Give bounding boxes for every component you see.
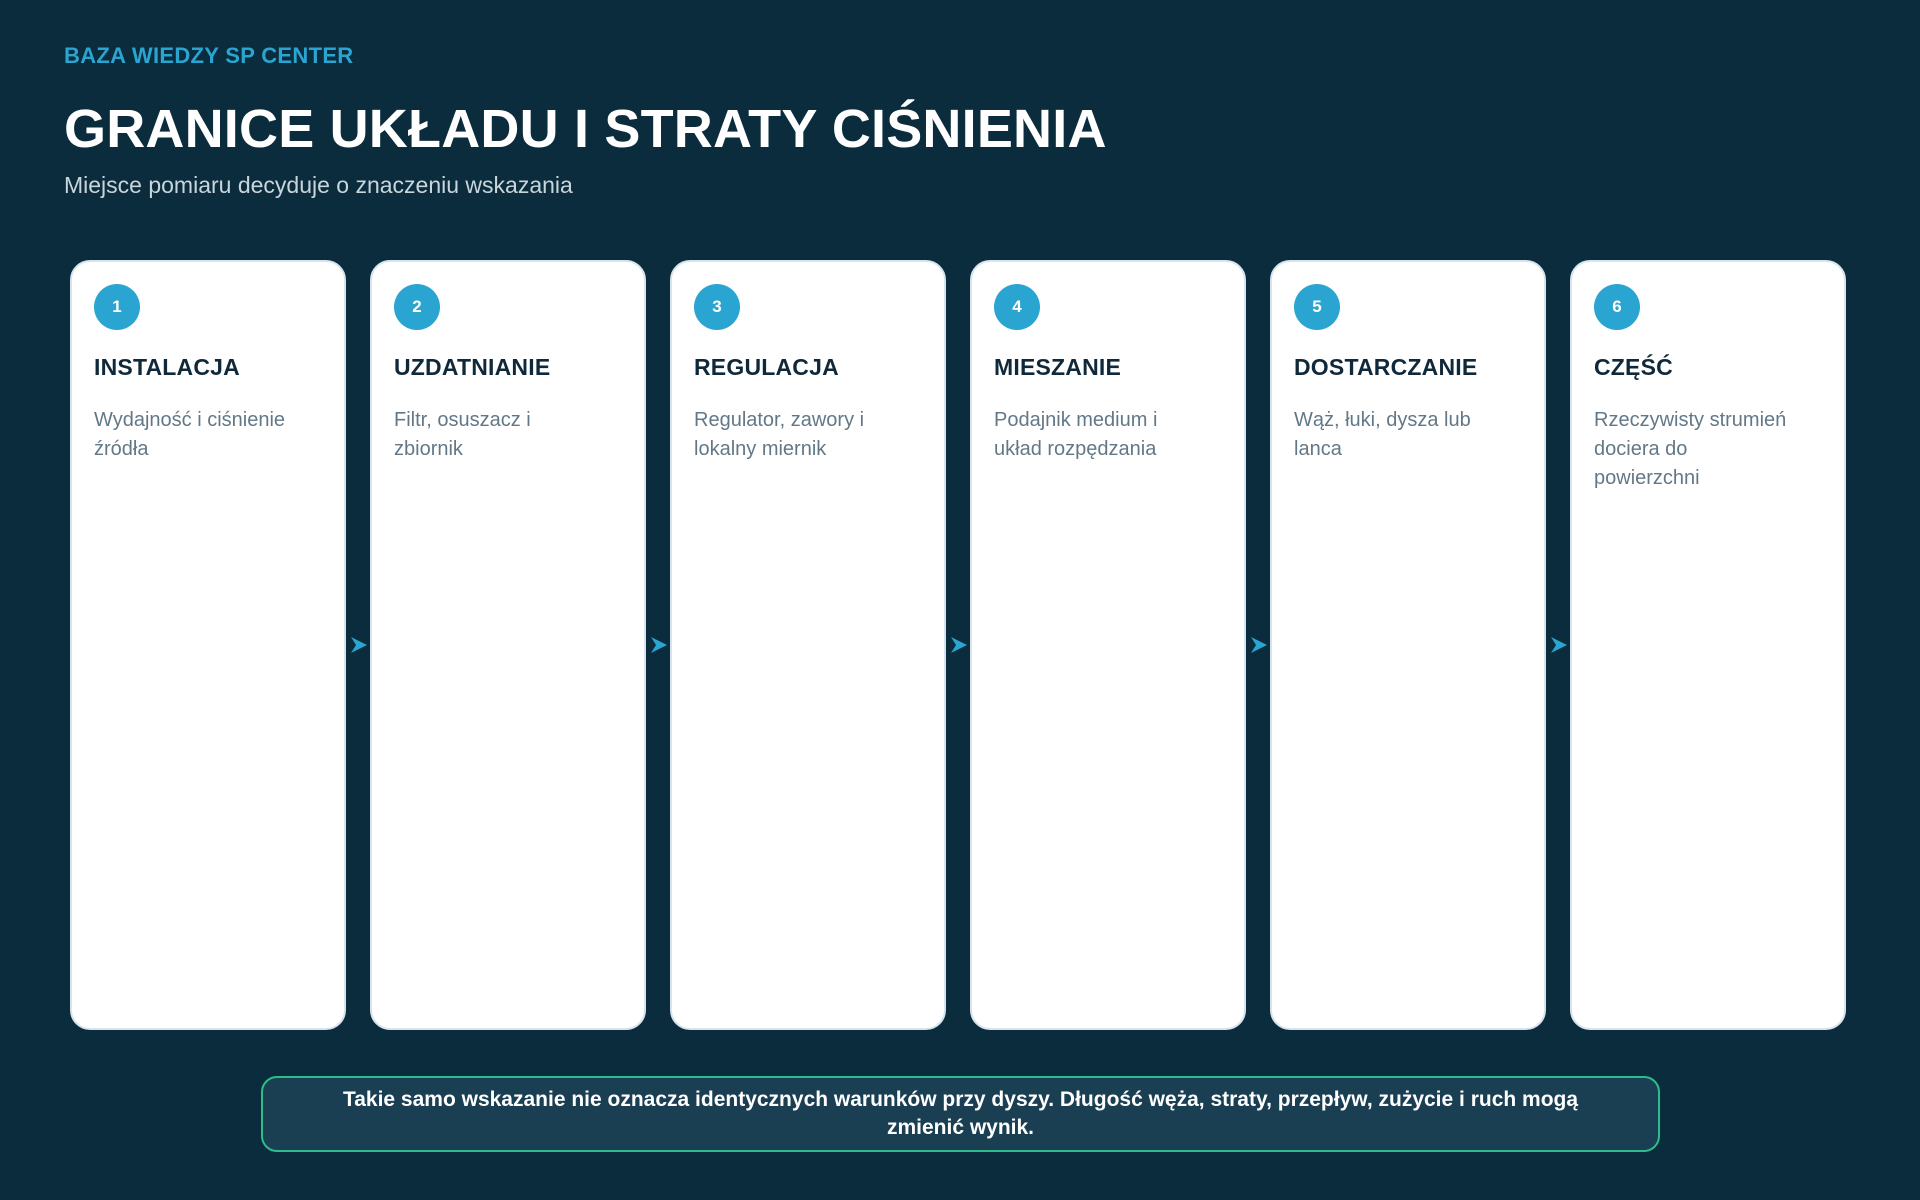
arrow-right-icon [1250, 634, 1270, 656]
arrow-right-icon [650, 634, 670, 656]
step-title: UZDATNIANIE [394, 354, 551, 380]
step-description: Podajnik medium i układ rozpędzania [994, 409, 1158, 460]
step-description: Rzeczywisty strumień dociera do powierzchni [1594, 409, 1787, 489]
arrow-right-icon [950, 634, 970, 656]
step-number-badge: 1 [94, 284, 140, 330]
arrow-right-icon [1550, 634, 1570, 656]
step-title: INSTALACJA [94, 354, 240, 380]
step-card-instalacja [70, 260, 346, 1030]
step-number-badge: 6 [1594, 284, 1640, 330]
step-card-regulacja [670, 260, 946, 1030]
step-title: REGULACJA [694, 354, 839, 380]
step-description: Regulator, zawory i lokalny miernik [694, 409, 865, 460]
step-description: Wąż, łuki, dysza lub lanca [1294, 409, 1471, 460]
page-title: GRANICE UKŁADU I STRATY CIŚNIENIA [64, 99, 1107, 159]
step-description: Filtr, osuszacz i zbiornik [394, 409, 531, 460]
step-number-badge: 5 [1294, 284, 1340, 330]
step-number-badge: 3 [694, 284, 740, 330]
step-card-mieszanie [970, 260, 1246, 1030]
arrow-right-icon [350, 634, 370, 656]
step-card-dostarczanie [1270, 260, 1546, 1030]
step-card-uzdatnianie [370, 260, 646, 1030]
process-steps [70, 260, 1848, 1030]
step-title: CZĘŚĆ [1594, 354, 1673, 380]
step-description: Wydajność i ciśnienie źródła [94, 409, 286, 460]
step-number-badge: 2 [394, 284, 440, 330]
info-note: Takie samo wskazanie nie oznacza identycznych warunków przy dyszy. Długość węża, straty, przepływ, zużycie i ruch mogą zmienić wynik. [261, 1076, 1660, 1152]
page-subtitle: Miejsce pomiaru decyduje o znaczeniu wskazania [64, 172, 573, 198]
step-number-badge: 4 [994, 284, 1040, 330]
step-card-czesc [1570, 260, 1846, 1030]
step-title: MIESZANIE [994, 354, 1122, 380]
step-title: DOSTARCZANIE [1294, 354, 1478, 380]
eyebrow-label: BAZA WIEDZY SP CENTER [64, 43, 354, 68]
